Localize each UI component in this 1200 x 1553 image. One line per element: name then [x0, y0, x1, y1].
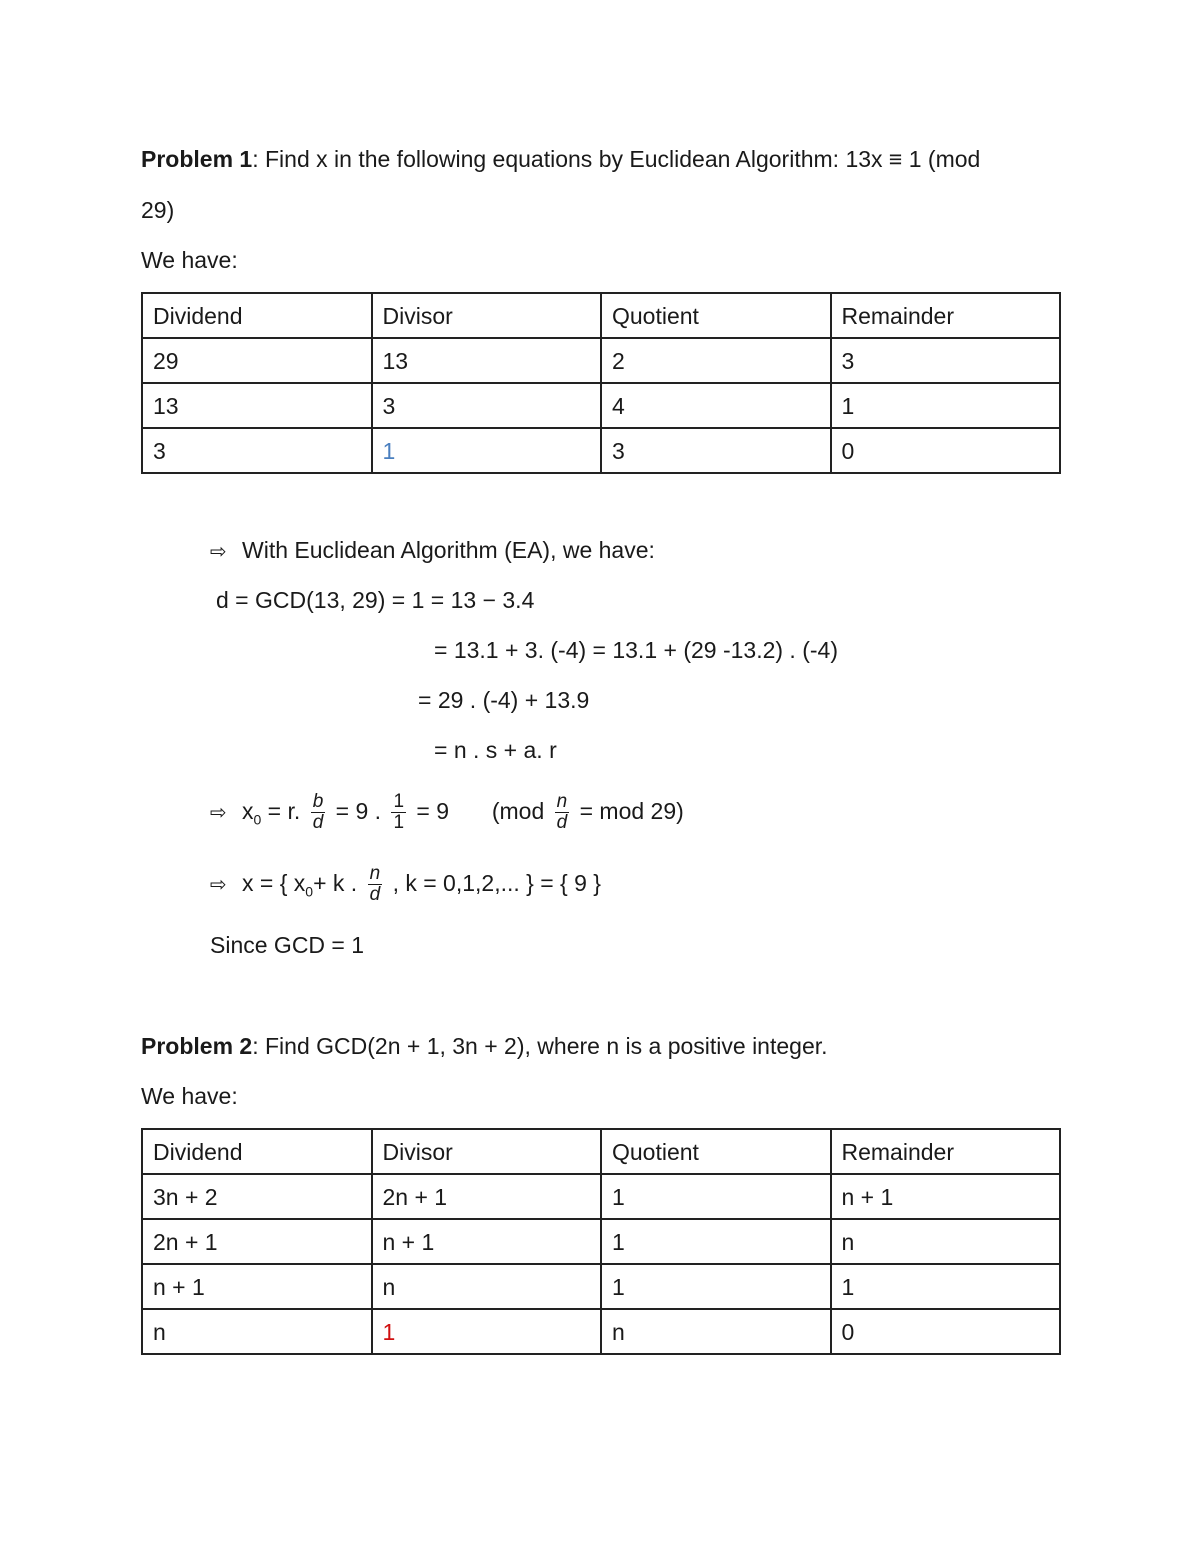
x0-mod-close: = mod 29)	[579, 798, 684, 824]
table-cell: 1	[601, 1219, 831, 1264]
x0-result: = 9	[416, 798, 450, 824]
problem1-table	[141, 292, 1061, 474]
gcd-line-3: = 29 . (-4) + 13.9	[418, 687, 590, 713]
right-arrow-icon: ⇨	[210, 540, 227, 563]
fraction-1-over-1	[391, 792, 406, 833]
x0-mod-open: (mod	[491, 798, 545, 824]
x-set-mid: + k .	[313, 870, 358, 896]
ea-intro-line	[210, 535, 655, 567]
table-row	[142, 1174, 1060, 1219]
table-cell: 1	[601, 1174, 831, 1219]
problem1-we-have: We have:	[141, 247, 238, 273]
x0-label: x	[242, 798, 254, 824]
x-set-line	[210, 858, 601, 917]
table-header-cell: Dividend	[142, 293, 372, 338]
table-cell: 1	[831, 1264, 1061, 1309]
table-cell: 1	[601, 1264, 831, 1309]
fraction-numerator: b	[312, 791, 324, 813]
x-set-end: , k = 0,1,2,... } = { 9 }	[392, 870, 601, 896]
table-cell: 13	[142, 383, 372, 428]
table-cell: 1	[831, 383, 1061, 428]
table-cell: n	[372, 1264, 602, 1309]
problem2-text: : Find GCD(2n + 1, 3n + 2), where n is a positive integer.	[252, 1033, 828, 1059]
table-row	[142, 428, 1060, 473]
problem2-label: Problem 2	[141, 1033, 253, 1059]
table-cell: n	[142, 1309, 372, 1354]
fraction-b-over-d	[311, 792, 326, 833]
fraction-denominator: 1	[393, 812, 405, 834]
table-header-cell: Remainder	[831, 293, 1061, 338]
table-row	[142, 1219, 1060, 1264]
table-cell-gcd-highlight: 1	[372, 1309, 602, 1354]
table-header-cell: Divisor	[372, 293, 602, 338]
table-header-cell: Divisor	[372, 1129, 602, 1174]
table-header-cell: Remainder	[831, 1129, 1061, 1174]
table-row	[142, 383, 1060, 428]
problem1-text-b: 29)	[141, 197, 175, 223]
table-cell: 3	[601, 428, 831, 473]
table-cell: 3n + 2	[142, 1174, 372, 1219]
table-cell: 4	[601, 383, 831, 428]
problem2-we-have: We have:	[141, 1083, 238, 1109]
table-cell-gcd-highlight: 1	[372, 428, 602, 473]
fraction-denominator: d	[556, 812, 568, 834]
x0-eq-r: = r.	[261, 798, 301, 824]
table-cell: 2n + 1	[142, 1219, 372, 1264]
right-arrow-icon: ⇨	[210, 801, 227, 824]
table-row	[142, 338, 1060, 383]
table-cell: 3	[142, 428, 372, 473]
x-set-subscript: 0	[305, 883, 314, 900]
fraction-denominator: d	[369, 884, 381, 906]
fraction-denominator: d	[312, 812, 324, 834]
gcd-line-1: d = GCD(13, 29) = 1 = 13 − 3.4	[216, 587, 535, 613]
fraction-numerator: n	[556, 791, 568, 813]
gcd-line-2: = 13.1 + 3. (-4) = 13.1 + (29 -13.2) . (-4)	[434, 637, 838, 663]
table-cell: n	[831, 1219, 1061, 1264]
problem2-table	[141, 1128, 1061, 1355]
table-header-cell: Dividend	[142, 1129, 372, 1174]
table-cell: 29	[142, 338, 372, 383]
table-cell: n + 1	[831, 1174, 1061, 1219]
table-cell: 2	[601, 338, 831, 383]
problem2-statement	[141, 1031, 828, 1061]
table-cell: 0	[831, 1309, 1061, 1354]
table-cell: 3	[372, 383, 602, 428]
table-header-row	[142, 293, 1060, 338]
problem1-label: Problem 1	[141, 146, 253, 172]
table-cell: 2n + 1	[372, 1174, 602, 1219]
problem1-text-a: : Find x in the following equations by Euclidean Algorithm: 13x ≡ 1 (mod	[252, 146, 981, 172]
table-header-cell: Quotient	[601, 1129, 831, 1174]
right-arrow-icon: ⇨	[210, 873, 227, 896]
table-row	[142, 1264, 1060, 1309]
table-cell: 13	[372, 338, 602, 383]
table-cell: 3	[831, 338, 1061, 383]
table-header-cell: Quotient	[601, 293, 831, 338]
fraction-numerator: n	[369, 863, 381, 885]
table-cell: n + 1	[142, 1264, 372, 1309]
gcd-line-4: = n . s + a. r	[434, 737, 557, 763]
since-gcd-line: Since GCD = 1	[210, 932, 365, 958]
table-cell: 0	[831, 428, 1061, 473]
fraction-n-over-d	[368, 864, 383, 905]
fraction-numerator: 1	[393, 791, 405, 813]
ea-intro-text: With Euclidean Algorithm (EA), we have:	[242, 537, 655, 563]
table-row	[142, 1309, 1060, 1354]
x0-subscript: 0	[253, 811, 262, 828]
fraction-n-over-d	[555, 792, 570, 833]
table-cell: n + 1	[372, 1219, 602, 1264]
x0-formula-line	[210, 786, 684, 845]
table-header-row	[142, 1129, 1060, 1174]
table-cell: n	[601, 1309, 831, 1354]
problem1-statement	[141, 144, 980, 174]
x0-eq-9: = 9 .	[335, 798, 382, 824]
x-set-start: x = { x	[242, 870, 306, 896]
